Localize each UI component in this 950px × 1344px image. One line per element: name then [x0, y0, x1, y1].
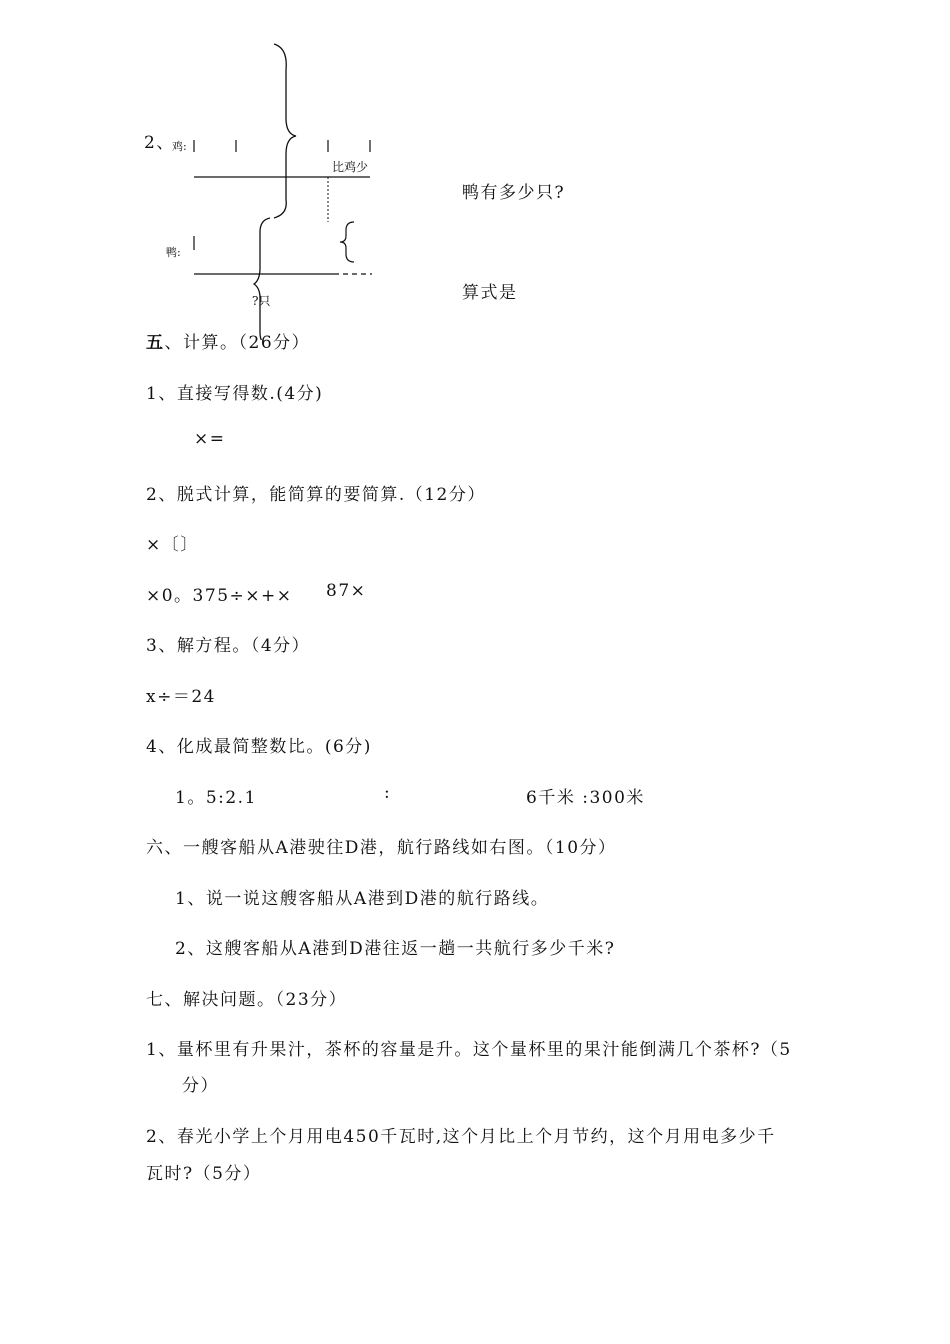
section5-q3: 3、解方程。（4分） [146, 636, 311, 656]
diagram-question-number: 2、 [144, 133, 175, 153]
section6-q1: 1、说一说这艘客船从A港到D港的航行路线。 [175, 889, 550, 909]
section5-q4-ratio-c: 6千米 :300米 [526, 788, 645, 808]
section5-q1-expression: ×= [194, 429, 226, 449]
chicken-total-brace [274, 44, 296, 218]
section5-heading [146, 328, 310, 353]
section5-q2-expression-2a: ×0。375÷×+× [146, 586, 293, 606]
section7-q2-line1: 2、春光小学上个月用电450千瓦时,这个月比上个月节约，这个月用电多少千 [146, 1127, 776, 1147]
less-than-chicken-label: 比鸡少 [332, 160, 369, 174]
duck-question: 鸭有多少只? [462, 183, 566, 203]
section5-title: 、计算。（26分） [164, 333, 311, 353]
section5-q4: 4、化成最简整数比。(6分) [146, 737, 372, 757]
unknown-count-label: ?只 [252, 294, 271, 308]
section6-heading: 六、一艘客船从A港驶往D港，航行路线如右图。（10分） [146, 838, 617, 858]
section5-q2: 2、脱式计算，能简算的要简算.（12分） [146, 485, 486, 505]
section6-q2: 2、这艘客船从A港到D港往返一趟一共航行多少千米? [175, 939, 616, 959]
small-brace [340, 222, 354, 262]
section5-q1: 1、直接写得数.(4分) [146, 384, 324, 404]
section7-q2-line2: 瓦时?（5分） [146, 1164, 262, 1184]
section5-q2-expression-1: ×〔〕 [146, 535, 199, 555]
section5-number: 五 [146, 333, 165, 353]
chicken-label: 鸡: [172, 140, 187, 153]
duck-label: 鸭: [166, 246, 181, 259]
section5-q3-expression: x÷＝24 [146, 687, 216, 707]
formula-label: 算式是 [462, 283, 518, 303]
section7-q1-line1: 1、量杯里有升果汁，茶杯的容量是升。这个量杯里的果汁能倒满几个茶杯?（5 [146, 1040, 792, 1060]
duck-total-brace [254, 218, 270, 340]
section7-q1-line2: 分） [182, 1076, 219, 1096]
section7-heading: 七、解决问题。（23分） [146, 990, 348, 1010]
section5-q4-ratio-b: : [384, 783, 392, 803]
section5-q2-expression-2b: 87× [326, 581, 367, 601]
section5-q4-ratio-a: 1。5:2.1 [175, 788, 257, 808]
